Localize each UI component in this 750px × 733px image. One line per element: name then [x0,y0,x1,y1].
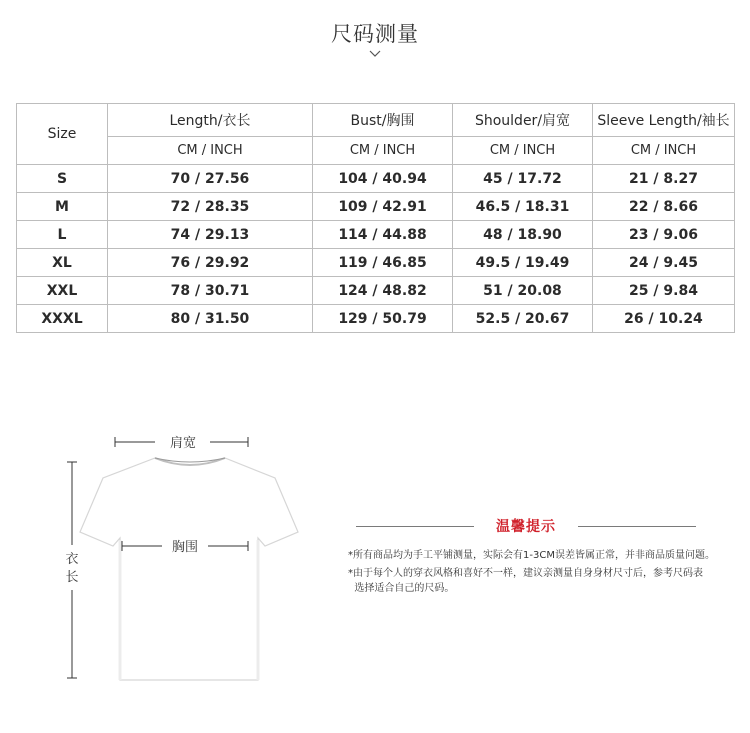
table-cell: 124 / 48.82 [313,277,453,305]
size-header: Size [17,104,108,165]
table-cell: 25 / 9.84 [593,277,735,305]
table-row [17,193,735,221]
table-cell: 114 / 44.88 [313,221,453,249]
table-cell: 26 / 10.24 [593,305,735,333]
table-cell: 119 / 46.85 [313,249,453,277]
unit-label: CM / INCH [108,137,313,165]
table-cell: 24 / 9.45 [593,249,735,277]
tip-note: *所有商品均为手工平铺测量，实际会有1-3CM误差皆属正常，并非商品质量问题。 [348,550,715,561]
table-cell: 51 / 20.08 [453,277,593,305]
table-cell: 23 / 9.06 [593,221,735,249]
table-row [17,249,735,277]
column-header-length: Length/衣长 [108,104,313,137]
table-row [17,277,735,305]
tip-note-line: 选择适合自己的尺码。 [348,583,455,594]
length-label-bottom: 长 [65,570,79,585]
table-cell: 70 / 27.56 [108,165,313,193]
table-cell: 104 / 40.94 [313,165,453,193]
size-cell: L [17,221,108,249]
size-cell: M [17,193,108,221]
unit-label: CM / INCH [313,137,453,165]
size-cell: S [17,165,108,193]
tips-title: 温馨提示 [496,519,556,535]
size-cell: XXXL [17,305,108,333]
table-cell: 74 / 29.13 [108,221,313,249]
size-table [16,103,735,333]
table-cell: 22 / 8.66 [593,193,735,221]
size-cell: XL [17,249,108,277]
table-cell: 49.5 / 19.49 [453,249,593,277]
table-cell: 80 / 31.50 [108,305,313,333]
table-cell: 78 / 30.71 [108,277,313,305]
chevron-down-icon [369,50,381,58]
table-cell: 72 / 28.35 [108,193,313,221]
length-label-top: 衣 [65,552,79,567]
table-unit-row [17,137,735,165]
divider [578,526,696,527]
divider [356,526,474,527]
tshirt-shape [80,458,298,680]
unit-label: CM / INCH [453,137,593,165]
shoulder-label: 肩宽 [169,436,197,451]
tip-note-line: *由于每个人的穿衣风格和喜好不一样，建议亲测量自身身材尺寸后，参考尺码表 [348,568,703,579]
column-header-shoulder: Shoulder/肩宽 [453,104,593,137]
table-cell: 21 / 8.27 [593,165,735,193]
table-cell: 48 / 18.90 [453,221,593,249]
size-cell: XXL [17,277,108,305]
tshirt-diagram [60,420,320,720]
table-cell: 52.5 / 20.67 [453,305,593,333]
table-header-row [17,104,735,137]
column-header-sleeve: Sleeve Length/袖长 [593,104,735,137]
column-header-bust: Bust/胸围 [313,104,453,137]
unit-label: CM / INCH [593,137,735,165]
table-row [17,221,735,249]
table-row [17,305,735,333]
page-title: 尺码测量 [331,22,419,46]
table-cell: 129 / 50.79 [313,305,453,333]
bust-label: 胸围 [171,540,199,555]
table-cell: 109 / 42.91 [313,193,453,221]
table-row [17,165,735,193]
table-cell: 45 / 17.72 [453,165,593,193]
table-cell: 76 / 29.92 [108,249,313,277]
table-cell: 46.5 / 18.31 [453,193,593,221]
tip-note [348,566,738,596]
